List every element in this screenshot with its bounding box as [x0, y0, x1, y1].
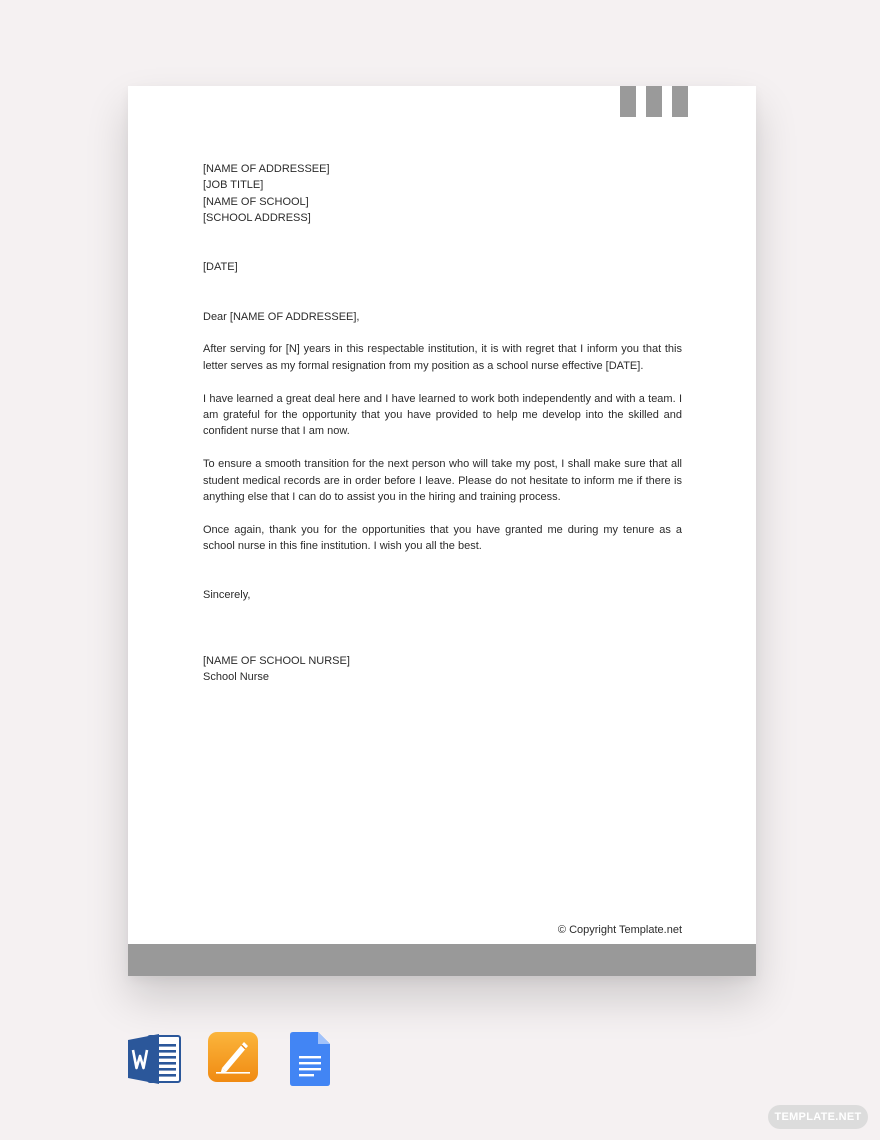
- footer-band: [128, 944, 756, 976]
- letter-date: [DATE]: [203, 261, 238, 274]
- pages-icon[interactable]: [208, 1032, 258, 1082]
- salutation: Dear [NAME OF ADDRESSEE],: [203, 310, 360, 323]
- decorative-bar: [620, 86, 636, 117]
- body-paragraph: Once again, thank you for the opportunities that you have granted me during my tenure as a school nurse in this fine institution. I wish you all the best.: [203, 523, 682, 553]
- word-icon[interactable]: [128, 1032, 182, 1086]
- decorative-bar: [672, 86, 688, 117]
- addressee-name: [NAME OF ADDRESSEE]: [203, 163, 330, 175]
- template-net-watermark: TEMPLATE.NET: [768, 1105, 868, 1129]
- body-paragraph: To ensure a smooth transition for the next person who will take my post, I shall make sure that all student medical records are in order before I leave. Please do not hesitate to inform me if there is anything else that I can do to assist you in the hiring and training process.: [203, 458, 682, 504]
- copyright-notice: © Copyright Template.net: [557, 924, 682, 936]
- body-paragraph: I have learned a great deal here and I have learned to work both independently and with a team. I am grateful for the opportunity that you have provided to help me develop into the skilled and confident nurse that I am now.: [203, 392, 682, 438]
- letter-page: [128, 86, 756, 976]
- addressee-block: [203, 161, 682, 227]
- signature-name: [NAME OF SCHOOL NURSE]: [203, 655, 350, 668]
- body-paragraph: After serving for [N] years in this respectable institution, it is with regret that I inform you that this letter serves as my formal resignation from my position as a school nurse effective [DATE].: [203, 343, 682, 372]
- signature-title: School Nurse: [203, 671, 270, 684]
- google-docs-icon[interactable]: [290, 1032, 330, 1086]
- closing: Sincerely,: [203, 589, 251, 602]
- addressee-job-title: [JOB TITLE]: [203, 179, 264, 192]
- decorative-bar: [646, 86, 662, 117]
- addressee-school-address: [SCHOOL ADDRESS]: [203, 212, 311, 225]
- decorative-bars: [620, 86, 688, 117]
- letter-body: [203, 161, 682, 686]
- addressee-school: [NAME OF SCHOOL]: [203, 195, 309, 208]
